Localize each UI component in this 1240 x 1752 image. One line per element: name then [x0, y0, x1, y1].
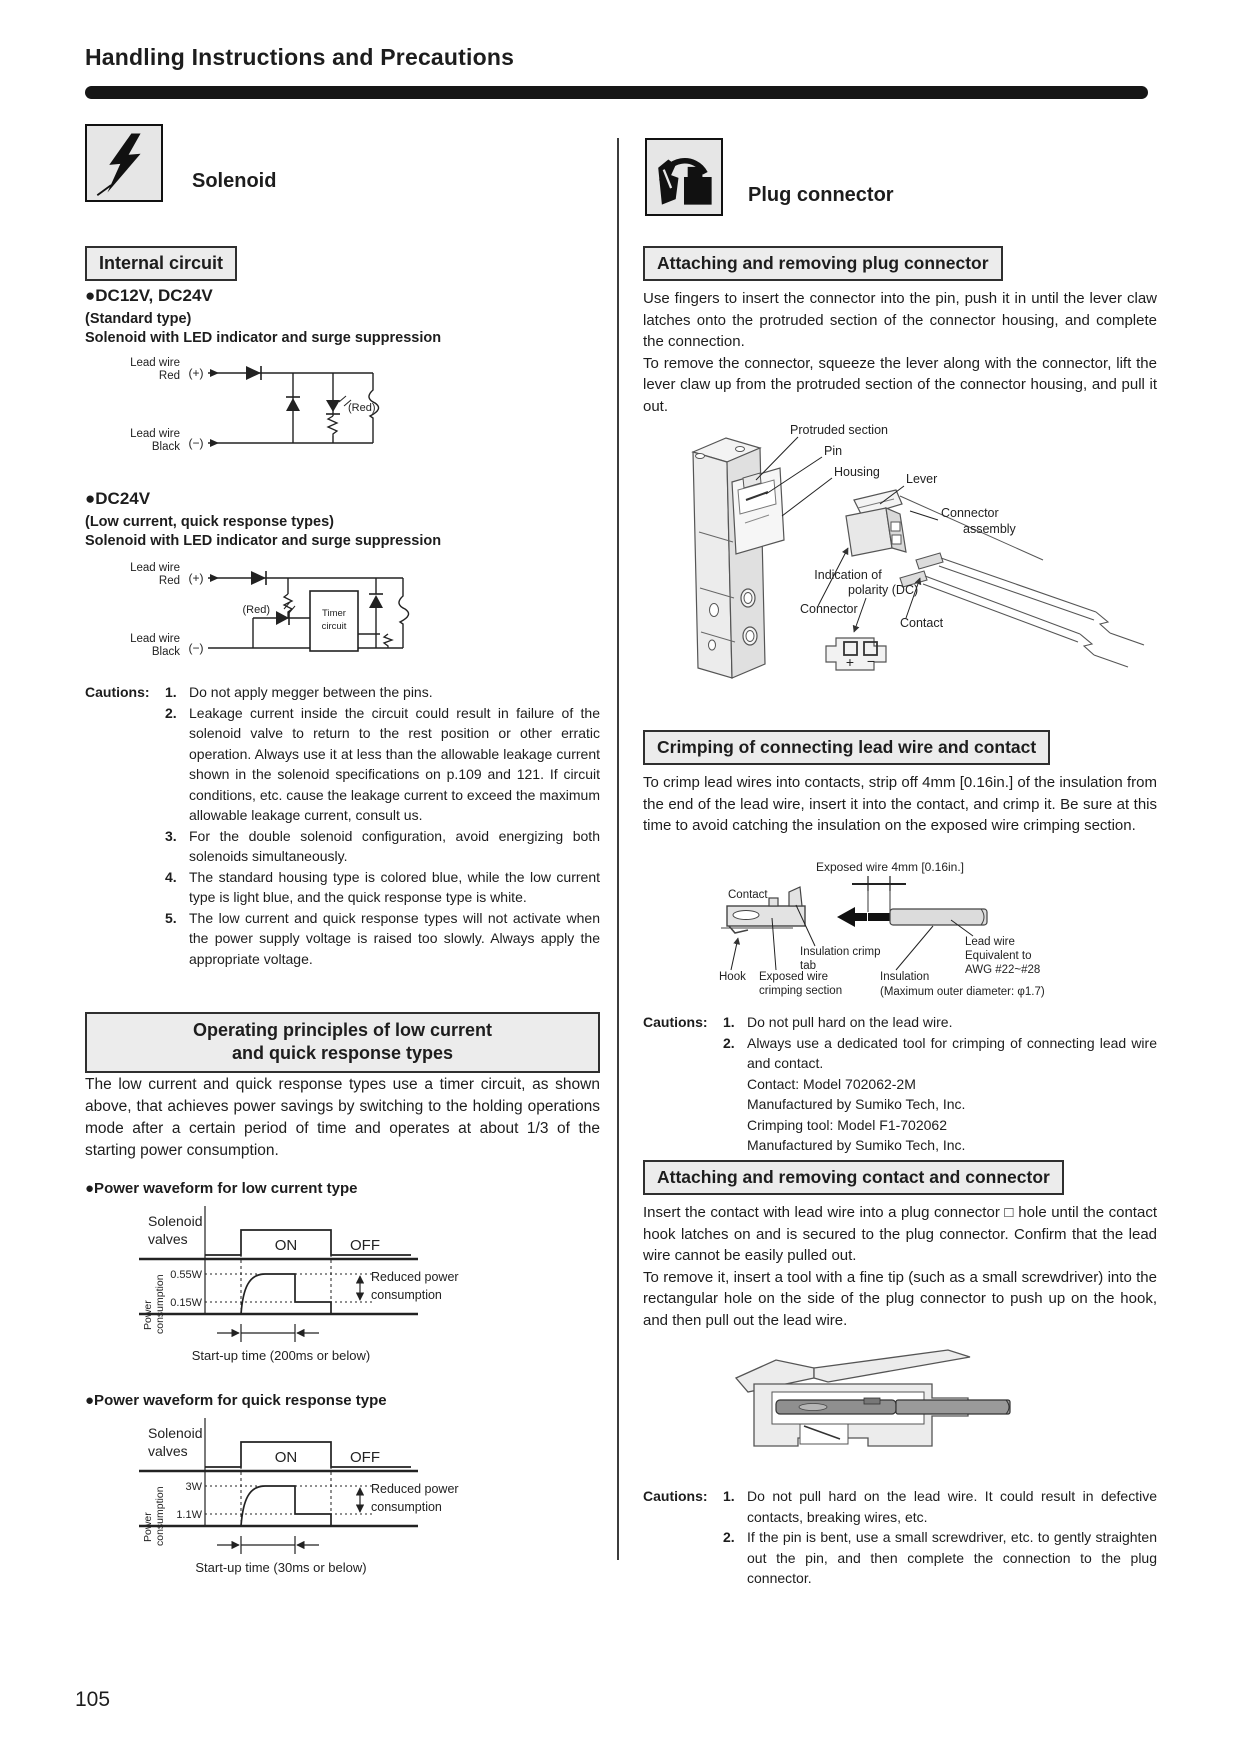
caution-item: [165, 908, 600, 970]
output-diode-symbol: [369, 594, 383, 608]
caution-number: 3.: [165, 827, 177, 844]
protruded-section-label: Protruded section: [790, 423, 888, 437]
reduced-power-label1: Reduced power: [371, 1482, 459, 1496]
caution-subline: Manufactured by Sumiko Tech, Inc.: [747, 1137, 966, 1153]
insulation-label2: (Maximum outer diameter: φ1.7): [880, 986, 1045, 998]
caution-number: 1.: [723, 1488, 735, 1504]
lead-wire-label2: Equivalent to: [965, 950, 1032, 962]
high-power-level: 0.55W: [170, 1269, 202, 1281]
caution-item: [723, 1033, 1157, 1074]
waveform-low-current-chart: [113, 1202, 493, 1370]
hand-plugging-connector-icon: [649, 142, 719, 212]
housing-cross-section: [736, 1350, 970, 1446]
insulation-crimp-label2: tab: [800, 960, 816, 972]
transistor-resistor-zigzag: [384, 634, 392, 648]
connector-assembly-label2: assembly: [963, 522, 1016, 536]
reduced-power-label1: Reduced power: [371, 1270, 459, 1284]
lever-label: Lever: [906, 472, 938, 486]
caution-text: Do not apply megger between the pins.: [189, 684, 433, 700]
caution-text: Always use a dedicated tool for crimping of connecting lead wire and contact.: [747, 1034, 1157, 1071]
attach-plug-paragraphs: [643, 288, 1157, 417]
paragraph: Insert the contact with lead wire into a plug connector □ hole until the contact hook latches on and is secured to the plug connector. Confirm that the lead wire cannot be easily pulled out.: [643, 1204, 1157, 1264]
exposed-crimp-label2: crimping section: [759, 985, 843, 997]
cautions-block-solenoid: [85, 682, 600, 969]
caution-text: Do not pull hard on the lead wire. It could result in defective contacts, breaking wires, etc.: [747, 1488, 1157, 1525]
contact-label: Contact: [900, 616, 944, 630]
power-axis-label2: consumption: [154, 1274, 166, 1334]
caution-item: [723, 1012, 1157, 1033]
series-diode-symbol: [251, 571, 266, 585]
lead-wire-black-label2: Black: [151, 646, 180, 658]
cautions-items: [723, 1486, 1157, 1589]
exposed-crimp-label1: Exposed wire: [759, 971, 829, 983]
caution-item: [723, 1486, 1157, 1527]
polarity-symbol: [826, 638, 886, 670]
lead-wire-drawing: [868, 909, 987, 925]
insulation-jacket: [890, 909, 987, 925]
caution-number: 1.: [165, 684, 177, 700]
contact-cross-section: [776, 1398, 896, 1414]
caution-subline: Contact: Model 702062-2M: [747, 1075, 916, 1092]
solenoid-valves-label2: valves: [148, 1231, 188, 1247]
caution-subline: Crimping tool: Model F1-702062: [747, 1116, 947, 1133]
circuit2-wires: [208, 578, 403, 648]
cautions-items: [165, 682, 600, 969]
plus-terminal-label: (+): [188, 366, 204, 380]
off-label: OFF: [350, 1237, 380, 1254]
title-rule-bar: [85, 86, 1148, 99]
crimp-labels: [719, 936, 1045, 998]
lead-wire-black-label: Lead wire: [130, 633, 180, 645]
attach-contact-heading: Attaching and removing contact and connector: [643, 1160, 1064, 1195]
caution-text: For the double solenoid configuration, avoid energizing both solenoids simultaneously.: [189, 827, 600, 864]
lead-wire-red-label: Lead wire: [130, 562, 180, 574]
lead-wire-label1: Lead wire: [965, 936, 1015, 948]
attach-plug-heading: Attaching and removing plug connector: [643, 246, 1003, 281]
contact-label: Contact: [728, 889, 768, 901]
high-power-level: 3W: [185, 1481, 202, 1493]
insulation-label1: Insulation: [880, 971, 930, 983]
diagram-labels: [790, 423, 1017, 630]
power-curve: [241, 1274, 331, 1314]
wire-cross-section: [896, 1400, 1010, 1414]
lightning-bolt-icon: [89, 128, 159, 198]
led-color-label: (Red): [242, 604, 270, 616]
lead-wire-black-label: Lead wire: [130, 428, 180, 440]
power-curve: [241, 1486, 331, 1526]
caution-number: 2.: [723, 1529, 735, 1545]
dc12-subtitle1: (Standard type): [85, 311, 192, 327]
timer-label-line1: Timer: [322, 608, 346, 619]
dc12-title: ●DC12V, DC24V: [85, 286, 213, 305]
plug-connector-assembly-diagram: [648, 420, 1155, 692]
caution-number: 2.: [723, 1034, 735, 1051]
power-axis-label1: Power: [142, 1300, 154, 1330]
lead-wire-black-label2: Black: [151, 441, 180, 453]
waveform-quick-response-chart: [113, 1414, 493, 1582]
connector-label: Connector: [800, 602, 858, 616]
cautions-block-crimping: [643, 1012, 1157, 1156]
attach-contact-paragraphs: [643, 1202, 1157, 1331]
lead-wire-red-label2: Red: [158, 370, 180, 382]
series-diode-symbol: [246, 366, 261, 380]
exposed-wire-dimension-label: Exposed wire 4mm [0.16in.]: [815, 860, 965, 874]
solenoid-valves-label2: valves: [148, 1443, 188, 1459]
caution-number: 4.: [165, 868, 177, 885]
lead-wire-red-label: Lead wire: [130, 357, 180, 369]
exposed-conductor: [868, 913, 890, 921]
insert-direction-arrow: [837, 907, 867, 927]
solenoid-valves-label1: Solenoid: [148, 1213, 203, 1229]
column-divider: [617, 138, 619, 1560]
off-label: OFF: [350, 1449, 380, 1466]
paragraph: Use fingers to insert the connector into the pin, push it in until the lever claw latches onto the protruded section of the connector housing, and complete the connection.: [643, 290, 1157, 350]
low-power-level: 0.15W: [170, 1297, 202, 1309]
hook-label: Hook: [719, 971, 746, 983]
dc24-title: ●DC24V: [85, 489, 151, 508]
housing-label: Housing: [834, 465, 880, 479]
crimping-paragraph: To crimp lead wires into contacts, strip off 4mm [0.16in.] of the insulation from the end of the lead wire, insert it into the contact, and crimp it. Be sure at this time to avoid catching the insulation on the exposed wire crimping section.: [643, 774, 1157, 834]
cautions-label: Cautions:: [643, 1488, 708, 1504]
caution-subline: Manufactured by Sumiko Tech, Inc.: [747, 1096, 966, 1112]
power-axis-label1: Power: [142, 1512, 154, 1542]
caution-item: [165, 703, 600, 826]
reduced-power-label2: consumption: [371, 1288, 442, 1302]
caution-text: The standard housing type is colored blue, while the low current type is light blue, and the quick response type is white.: [189, 868, 600, 905]
internal-circuit-heading: Internal circuit: [85, 246, 237, 281]
waveform-low-title: ●Power waveform for low current type: [85, 1180, 358, 1197]
caution-number: 2.: [165, 704, 177, 721]
circuit-diagram-low-current: [118, 556, 438, 674]
contact-wires-drawing: [900, 553, 1144, 667]
solenoid-section-title: Solenoid: [192, 170, 277, 192]
cautions-block-contact: [643, 1486, 1157, 1589]
valve-signal: [205, 1442, 411, 1467]
dc24-subtitle1: (Low current, quick response types): [85, 514, 334, 530]
cautions-label: Cautions:: [85, 684, 150, 700]
dc12-subtitle2: Solenoid with LED indicator and surge suppression: [85, 330, 442, 346]
power-axis-label2: consumption: [154, 1486, 166, 1546]
crimping-heading: Crimping of connecting lead wire and contact: [643, 730, 1050, 765]
circuit-diagram-standard: [118, 348, 418, 460]
housing-drawing: [732, 468, 784, 554]
page-title: Handling Instructions and Precautions: [85, 44, 515, 70]
caution-text: If the pin is bent, use a small screwdriver, etc. to gently straighten out the pin, and then complete the connection to the plug connector.: [747, 1529, 1157, 1586]
led-resistor-zigzag: [328, 416, 337, 436]
cautions-items: [723, 1012, 1157, 1156]
caution-item: [165, 867, 600, 908]
heading-line2: and quick response types: [231, 1043, 454, 1063]
dc24-subtitle2: Solenoid with LED indicator and surge suppression: [85, 533, 442, 549]
cautions-label: Cautions:: [643, 1014, 708, 1030]
crimping-diagram: [643, 858, 1157, 1008]
reduced-power-label2: consumption: [371, 1500, 442, 1514]
caution-text: The low current and quick response types will not activate when the power supply voltage is raised too slowly. Always apply the appropriate voltage.: [189, 909, 600, 967]
solenoid-icon: [85, 124, 163, 202]
startup-time-label: Start-up time (30ms or below): [195, 1560, 367, 1575]
insulation-crimp-label1: Insulation crimp: [800, 946, 881, 958]
dimension-lines: [852, 876, 906, 912]
caution-item: [165, 682, 600, 703]
led-color-label: (Red): [348, 402, 376, 414]
lead-wire-label3: AWG #22~#28: [965, 964, 1041, 976]
plus-terminal-label: (+): [188, 571, 204, 585]
paragraph: To remove it, insert a tool with a fine tip (such as a small screwdriver) into the rectangular hole on the side of the plug connector to push up on the hook, and then pull out the lead wire.: [643, 1268, 1157, 1329]
plus-mark: +: [845, 654, 855, 670]
plug-connector-section-title: Plug connector: [748, 184, 894, 206]
operating-principles-body: The low current and quick response types use a timer circuit, as shown above, that achieves power savings by switching to the holding operations mode after a certain period of time and operates at about 1/3 of the starting power consumption.: [85, 1076, 600, 1159]
caution-number: 1.: [723, 1014, 735, 1030]
timer-circuit-box: [310, 591, 358, 651]
startup-dimension: [217, 1536, 319, 1554]
caution-item: [723, 1527, 1157, 1589]
polarity-label2: polarity (DC): [848, 583, 919, 597]
timer-label-line2: circuit: [321, 621, 347, 632]
wire-entry-arrow2: [210, 439, 219, 447]
paragraph: To remove the connector, squeeze the lever along with the connector, lift the lever claw up from the protruded section of the connector housing, and pull it out.: [643, 354, 1157, 415]
on-label: ON: [274, 1237, 298, 1254]
minus-terminal-label: (−): [188, 641, 204, 655]
resistor-zigzag: [284, 594, 292, 618]
operating-principles-heading: [85, 1012, 600, 1073]
coil-squiggle: [399, 578, 409, 648]
caution-text: Leakage current inside the circuit could result in failure of the solenoid valve to return to the rest position or other erratic operation. Always use it at less than the allowable leakage current shown in the solenoid specifications on p.109 and 121. If circuit conditions, etc. cause the leakage current to exceed the maximum allowable leakage current, consult us.: [189, 704, 600, 823]
heading-line1: Operating principles of low current: [192, 1020, 493, 1040]
surge-diode-symbol: [286, 397, 300, 411]
valve-body-drawing: [693, 438, 765, 678]
polarity-label1: Indication of: [814, 568, 882, 582]
connector-cross-section-diagram: [718, 1348, 1018, 1463]
plug-connector-icon: [645, 138, 723, 216]
on-label: ON: [274, 1449, 298, 1466]
startup-dimension: [217, 1324, 319, 1342]
pin-label: Pin: [824, 444, 843, 458]
caution-item: [165, 826, 600, 867]
caution-number: 5.: [165, 909, 177, 926]
lead-wire-red-label2: Red: [158, 575, 180, 587]
startup-time-label: Start-up time (200ms or below): [191, 1348, 371, 1363]
connector-assembly-label1: Connector: [941, 506, 999, 520]
page-number: 105: [75, 1688, 111, 1711]
valve-signal: [205, 1230, 411, 1255]
waveform-quick-title: ●Power waveform for quick response type: [85, 1392, 387, 1409]
wire-entry-arrow: [210, 369, 219, 377]
wire-entry-arrow: [210, 574, 219, 582]
low-power-level: 1.1W: [176, 1509, 202, 1521]
dotted-level-lines: [205, 1274, 375, 1302]
solenoid-valves-label1: Solenoid: [148, 1425, 203, 1441]
minus-terminal-label: (−): [188, 436, 204, 450]
minus-mark: −: [866, 653, 876, 669]
caution-text: Do not pull hard on the lead wire.: [747, 1014, 953, 1030]
connector-drawing: [846, 490, 906, 556]
dotted-level-lines: [205, 1486, 375, 1514]
